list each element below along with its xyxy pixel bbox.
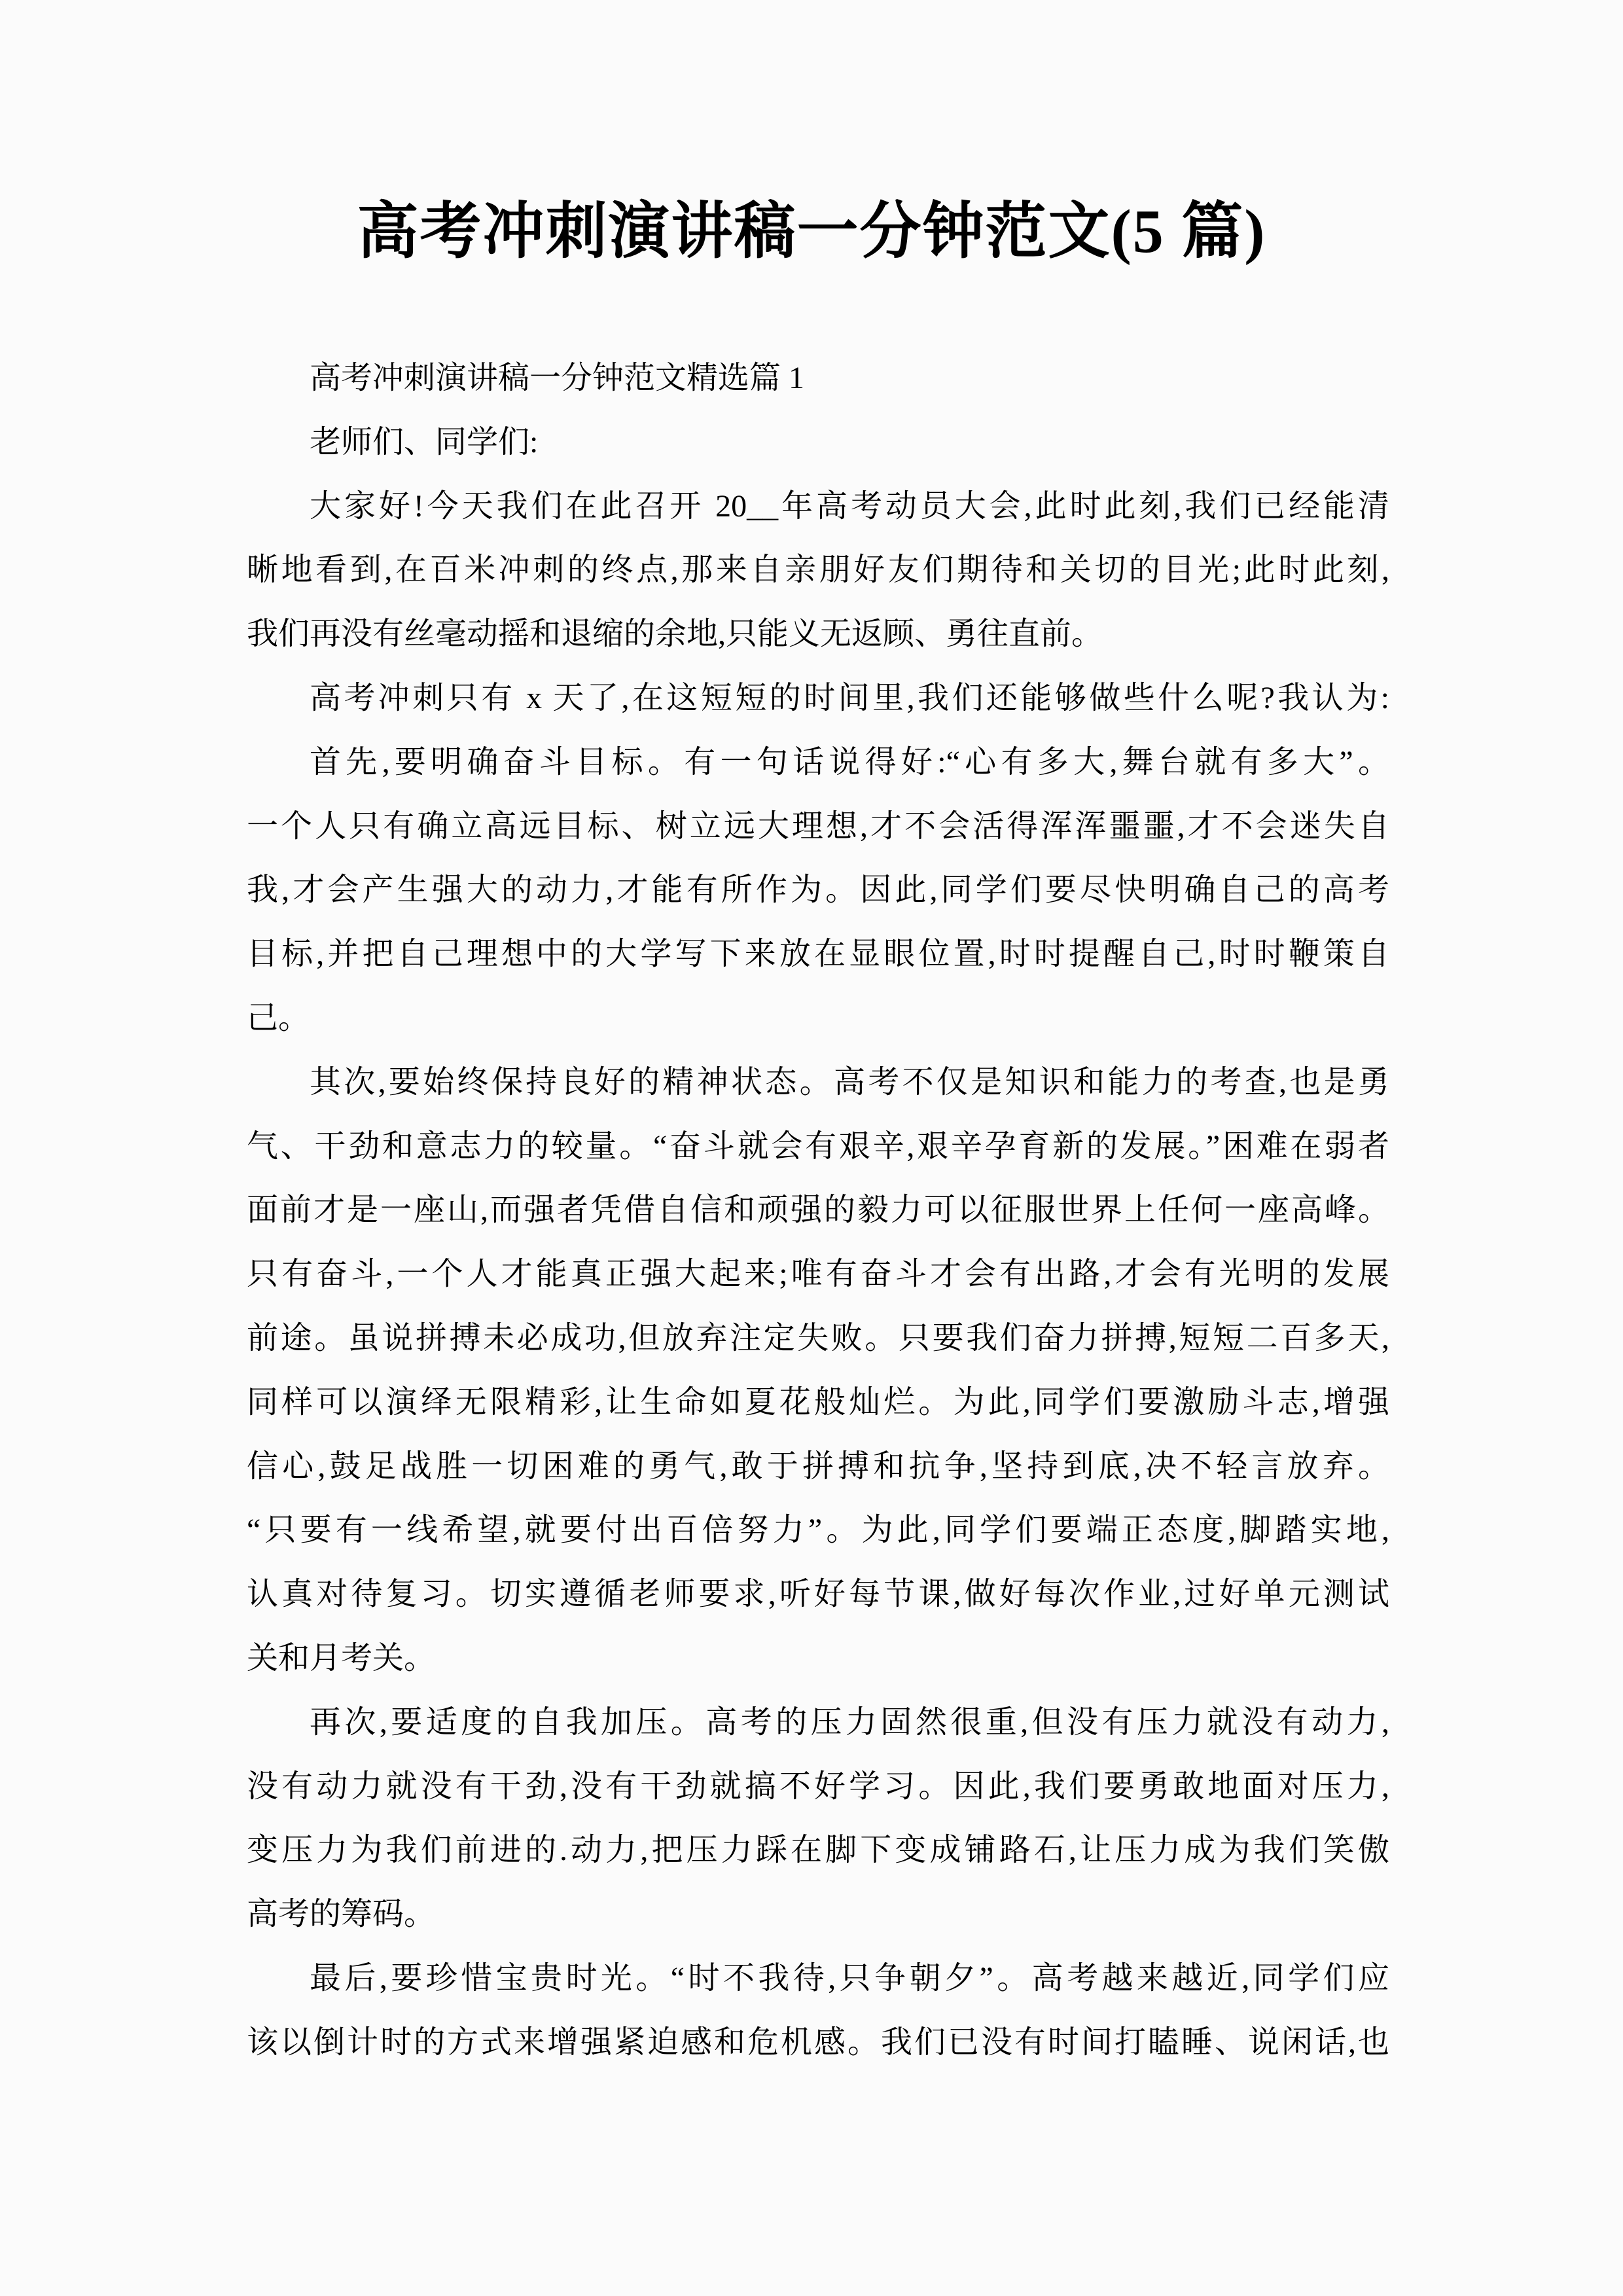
body-line: 变压力为我们前进的.动力,把压力踩在脚下变成铺路石,让压力成为我们笑傲: [247, 1833, 1389, 1868]
body-line: 没有动力就没有干劲,没有干劲就搞不好学习。因此,我们要勇敢地面对压力,: [247, 1768, 1389, 1804]
body-line: 高考冲刺只有 x 天了,在这短短的时间里,我们还能够做些什么呢?我认为:: [310, 680, 1389, 715]
body-line: 信心,鼓足战胜一切困难的勇气,敢于拼搏和抗争,坚持到底,决不轻言放弃。: [247, 1448, 1389, 1484]
body-line: 一个人只有确立高远目标、树立远大理想,才不会活得浑浑噩噩,才不会迷失自: [247, 808, 1389, 844]
body-line: 己。: [247, 1000, 310, 1035]
document-body: [247, 346, 1389, 2075]
body-line: 大家好!今天我们在此召开 20__年高考动员大会,此时此刻,我们已经能清: [310, 488, 1389, 524]
body-line: 面前才是一座山,而强者凭借自信和顽强的毅力可以征服世界上任何一座高峰。: [247, 1193, 1389, 1228]
body-line: 只有奋斗,一个人才能真正强大起来;唯有奋斗才会有出路,才会有光明的发展: [247, 1257, 1389, 1292]
body-line: 晰地看到,在百米冲刺的终点,那来自亲朋好友们期待和关切的目光;此时此刻,: [247, 552, 1389, 588]
body-line: 认真对待复习。切实遵循老师要求,听好每节课,做好每次作业,过好单元测试: [247, 1577, 1389, 1612]
body-line: 关和月考关。: [247, 1640, 436, 1676]
body-line: 前途。虽说拼搏未必成功,但放弃注定失败。只要我们奋力拼搏,短短二百多天,: [247, 1320, 1389, 1355]
body-line: 首先,要明确奋斗目标。有一句话说得好:“心有多大,舞台就有多大”。: [310, 744, 1389, 780]
body-line: 高考的筹码。: [247, 1897, 436, 1932]
body-line: 目标,并把自己理想中的大学写下来放在显眼位置,时时提醒自己,时时鞭策自: [247, 937, 1389, 972]
body-line: 我,才会产生强大的动力,才能有所作为。因此,同学们要尽快明确自己的高考: [247, 872, 1389, 908]
document-title: 高考冲刺演讲稿一分钟范文(5 篇): [357, 198, 1266, 266]
body-line: 老师们、同学们:: [310, 424, 539, 459]
body-line: 该以倒计时的方式来增强紧迫感和危机感。我们已没有时间打瞌睡、说闲话,也: [247, 2024, 1389, 2060]
body-line: 我们再没有丝毫动摇和退缩的余地,只能义无返顾、勇往直前。: [247, 617, 1103, 652]
body-line: 再次,要适度的自我加压。高考的压力固然很重,但没有压力就没有动力,: [310, 1704, 1389, 1740]
body-line: 高考冲刺演讲稿一分钟范文精选篇 1: [310, 361, 805, 395]
body-line: 气、干劲和意志力的较量。“奋斗就会有艰辛,艰辛孕育新的发展。”困难在弱者: [247, 1128, 1389, 1164]
body-line: 其次,要始终保持良好的精神状态。高考不仅是知识和能力的考查,也是勇: [310, 1064, 1389, 1100]
body-line: 同样可以演绎无限精彩,让生命如夏花般灿烂。为此,同学们要激励斗志,增强: [247, 1384, 1389, 1420]
body-line: “只要有一线希望,就要付出百倍努力”。为此,同学们要端正态度,脚踏实地,: [247, 1513, 1389, 1548]
body-line: 最后,要珍惜宝贵时光。“时不我待,只争朝夕”。高考越来越近,同学们应: [310, 1960, 1389, 1996]
